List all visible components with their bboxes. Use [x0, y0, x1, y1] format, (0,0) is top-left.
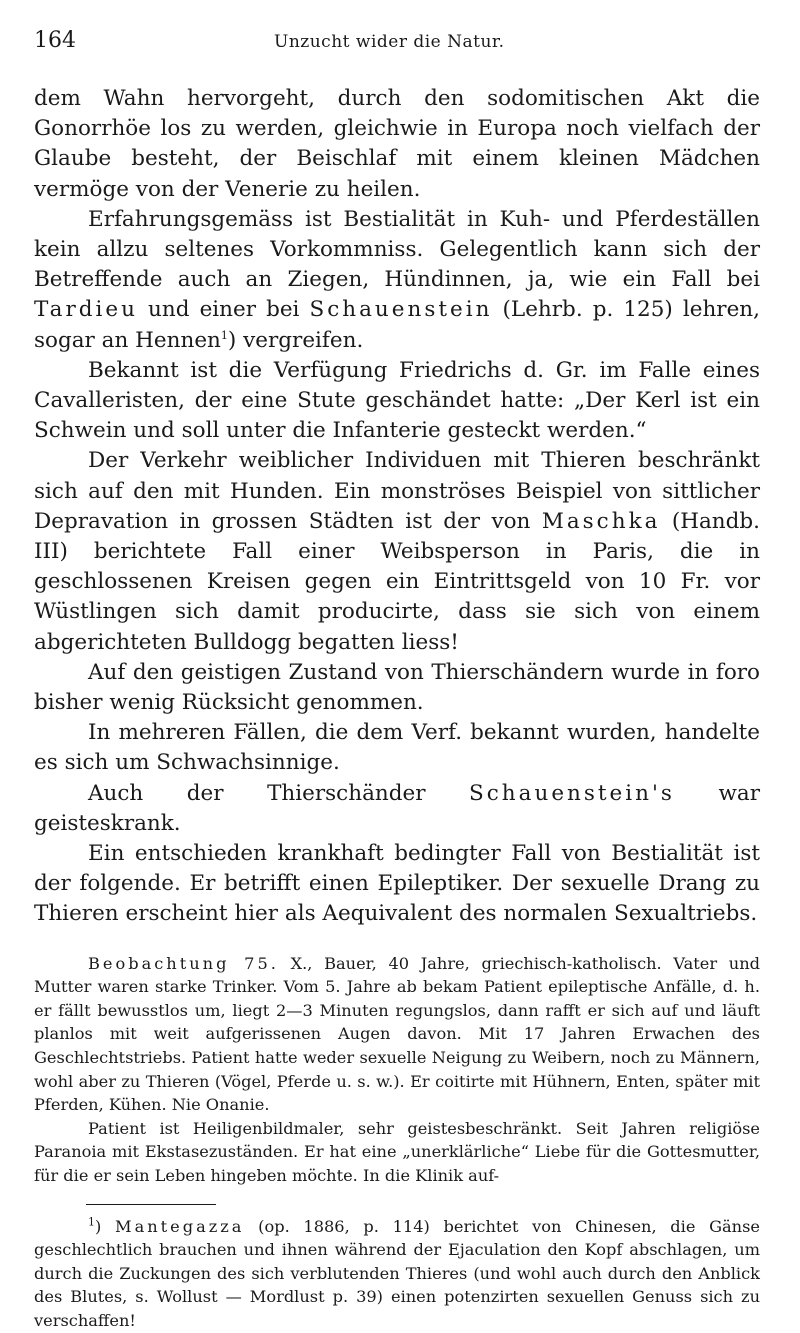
author-name-schauensteins: Schauenstein's [469, 780, 675, 806]
observation-paragraph-2: Patient ist Heiligenbildmaler, sehr geistesbeschränkt. Seit Jahren religiöse Paranoia mit Ekstasezuständen. Er hat eine „unerklärliche“ Liebe für die Gottesmutter, für die er sein Leben hingeben möchte. In die Klinik auf- [34, 1118, 760, 1186]
page-number: 164 [34, 28, 76, 53]
footnote-text: (op. 1886, p. 114) berichtet von Chinesen, die Gänse geschlechtlich brauchen und ihnen während der Ejaculation den Kopf abschlagen, um durch die Zuckungen des sich verblutenden Thieres (und wohl auch durch den Anblick des Blutes, s. Wollust — Mordlust p. 39) einen potenzirten sexuellen Genuss sich zu verschaffen! [34, 1216, 760, 1330]
paragraph-2-text-a: Erfahrungsgemäss ist Bestialität in Kuh- und Pferdeställen kein allzu seltenes Vorkommniss. Gelegentlich kann sich der Betreffende auch an Ziegen, Hündinnen, ja, wie ein Fall bei [34, 206, 760, 293]
paragraph-3: Bekannt ist die Verfügung Friedrichs d. Gr. im Falle eines Cavalleristen, der eine Stute geschändet hatte: „Der Kerl ist ein Schwein und soll unter die Infanterie gesteckt werden.“ [34, 357, 760, 444]
paragraph-2-text-b: und einer bei [137, 297, 310, 323]
author-name-schauenstein: Schauenstein [309, 297, 493, 323]
running-title: Unzucht wider die Natur. [274, 32, 505, 52]
footnote-divider [86, 1204, 216, 1205]
author-name-tardieu: Tardieu [34, 297, 138, 323]
case-observation [34, 952, 760, 1188]
paragraph-1: dem Wahn hervorgeht, durch den sodomitischen Akt die Gonorrhöe los zu werden, gleichwie in Europa noch vielfach der Glaube besteht, der Beischlaf mit einem kleinen Mädchen vermöge von der Venerie zu heilen. [34, 86, 760, 202]
main-text [34, 84, 760, 930]
paragraph-2-text-c: (Lehrb. p. 125) lehren, sogar an Hennen [34, 297, 760, 353]
paragraph-6: In mehreren Fällen, die dem Verf. bekannt wurden, handelte es sich um Schwachsinnige. [34, 720, 760, 776]
observation-text-1: X., Bauer, 40 Jahre, griechisch-katholisch. Vater und Mutter waren starke Trinker. Vom 5. Jahre ab bekam Patient epileptische Anfälle, d. h. er fällt bewusstlos um, liegt 2—3 Minuten regungslos, dann rafft er sich auf und läuft planlos mit weit aufgerissenen Augen davon. Mit 17 Jahren Erwachen des Geschlechtstriebs. Patient hatte weder sexuelle Neigung zu Weibern, noch zu Männern, wohl aber zu Thieren (Vögel, Pferde u. s. w.). Er coitirte mit Hühnern, Enten, später mit Pferden, Kühen. Nie Onanie. [34, 953, 760, 1115]
footnote-marker: 1 [88, 1215, 95, 1229]
paragraph-4-text-a: Der Verkehr weiblicher Individuen mit Thieren beschränkt sich auf den mit Hunden. Ein monströses Beispiel von sittlicher Depravation in grossen Städten ist der von [34, 448, 760, 534]
footnote-marker-close: ) [95, 1216, 115, 1236]
paragraph-8: Ein entschieden krankhaft bedingter Fall von Bestialität ist der folgende. Er betrifft einen Epileptiker. Der sexuelle Drang zu Thieren erscheint hier als Aequivalent des normalen Sexualtriebs. [34, 841, 760, 927]
observation-label: Beobachtung 75. [88, 953, 279, 973]
author-name-maschka: Maschka [541, 508, 661, 534]
paragraph-2 [34, 205, 760, 356]
paragraph-4 [34, 446, 760, 657]
paragraph-2-text-d: ) vergreifen. [227, 327, 364, 353]
footnote [34, 1215, 760, 1333]
paragraph-7-text-a: Auch der Thierschänder [88, 780, 470, 806]
author-name-mantegazza: Mantegazza [115, 1216, 245, 1236]
observation-paragraph-1 [34, 952, 760, 1117]
paragraph-4-text-b: (Handb. III) berichtete Fall einer Weibsperson in Paris, die in geschlossenen Kreisen gegen ein Eintrittsgeld von 10 Fr. vor Wüstlingen sich damit producirte, dass sie sich von einem abgerichteten Bulldogg begatten liess! [34, 508, 761, 655]
paragraph-5: Auf den geistigen Zustand von Thierschändern wurde in foro bisher wenig Rücksicht genommen. [34, 659, 760, 716]
page-header [34, 28, 760, 78]
paragraph-7-text-b: war geisteskrank. [34, 780, 760, 836]
footnote-reference[interactable]: 1 [220, 328, 228, 342]
paragraph-7 [34, 779, 760, 839]
